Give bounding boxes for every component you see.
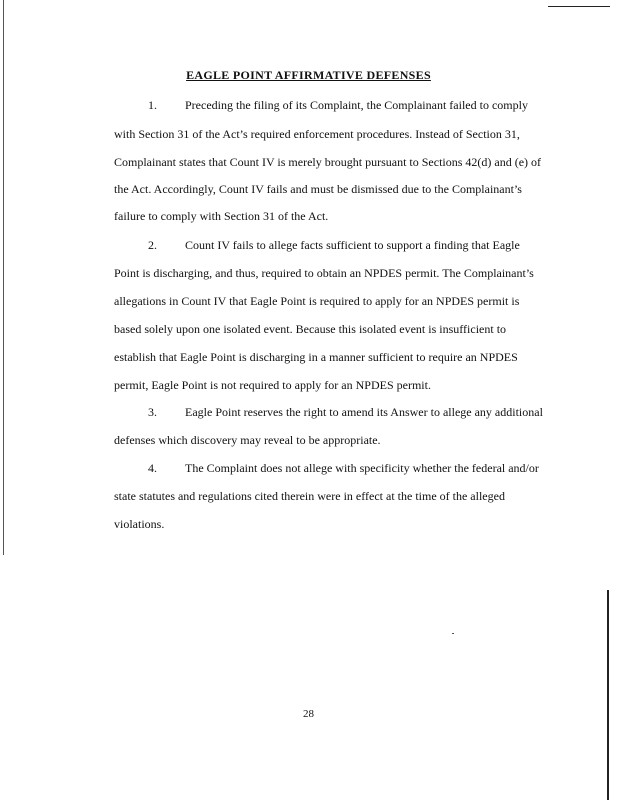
paragraph-1-line-3: Complainant states that Count IV is merely brought pursuant to Sections 42(d) and (e) of [114, 155, 542, 169]
scan-artifact-left [3, 0, 4, 555]
paragraph-3-line-2: defenses which discovery may reveal to be appropriate. [114, 433, 381, 447]
paragraph-4-line-3: violations. [114, 517, 165, 531]
section-heading: EAGLE POINT AFFIRMATIVE DEFENSES [186, 68, 431, 82]
paragraph-2-line-6: permit, Eagle Point is not required to apply for an NPDES permit. [114, 378, 431, 392]
paragraph-1-number: 1. [148, 98, 157, 112]
paragraph-1-line-4: the Act. Accordingly, Count IV fails and must be dismissed due to the Complainant’s [114, 182, 522, 196]
paragraph-4-number: 4. [148, 461, 157, 475]
paragraph-2-line-5: establish that Eagle Point is discharging in a manner sufficient to require an NPDES [114, 350, 518, 364]
paragraph-1-line-5: failure to comply with Section 31 of the Act. [114, 209, 329, 223]
paragraph-2-line-1: Count IV fails to allege facts sufficient to support a finding that Eagle [185, 238, 520, 252]
paragraph-2-line-4: based solely upon one isolated event. Because this isolated event is insufficient to [114, 322, 507, 336]
page-number: 28 [303, 708, 314, 720]
paragraph-2-line-3: allegations in Count IV that Eagle Point is required to apply for an NPDES permit is [114, 294, 520, 308]
paragraph-4-line-2: state statutes and regulations cited therein were in effect at the time of the alleged [114, 489, 505, 503]
scan-artifact-top [548, 6, 610, 7]
paragraph-3-line-1: Eagle Point reserves the right to amend its Answer to allege any additional [185, 405, 543, 419]
scan-speck [452, 633, 454, 634]
paragraph-1-line-1: Preceding the filing of its Complaint, the Complainant failed to comply [185, 98, 528, 112]
paragraph-3-number: 3. [148, 405, 157, 419]
paragraph-2-line-2: Point is discharging, and thus, required to obtain an NPDES permit. The Complainant’s [114, 266, 534, 280]
paragraph-2-number: 2. [148, 238, 157, 252]
scan-artifact-right [607, 590, 609, 800]
paragraph-1-line-2: with Section 31 of the Act’s required enforcement procedures. Instead of Section 31, [114, 127, 520, 141]
paragraph-4-line-1: The Complaint does not allege with specificity whether the federal and/or [185, 461, 539, 475]
